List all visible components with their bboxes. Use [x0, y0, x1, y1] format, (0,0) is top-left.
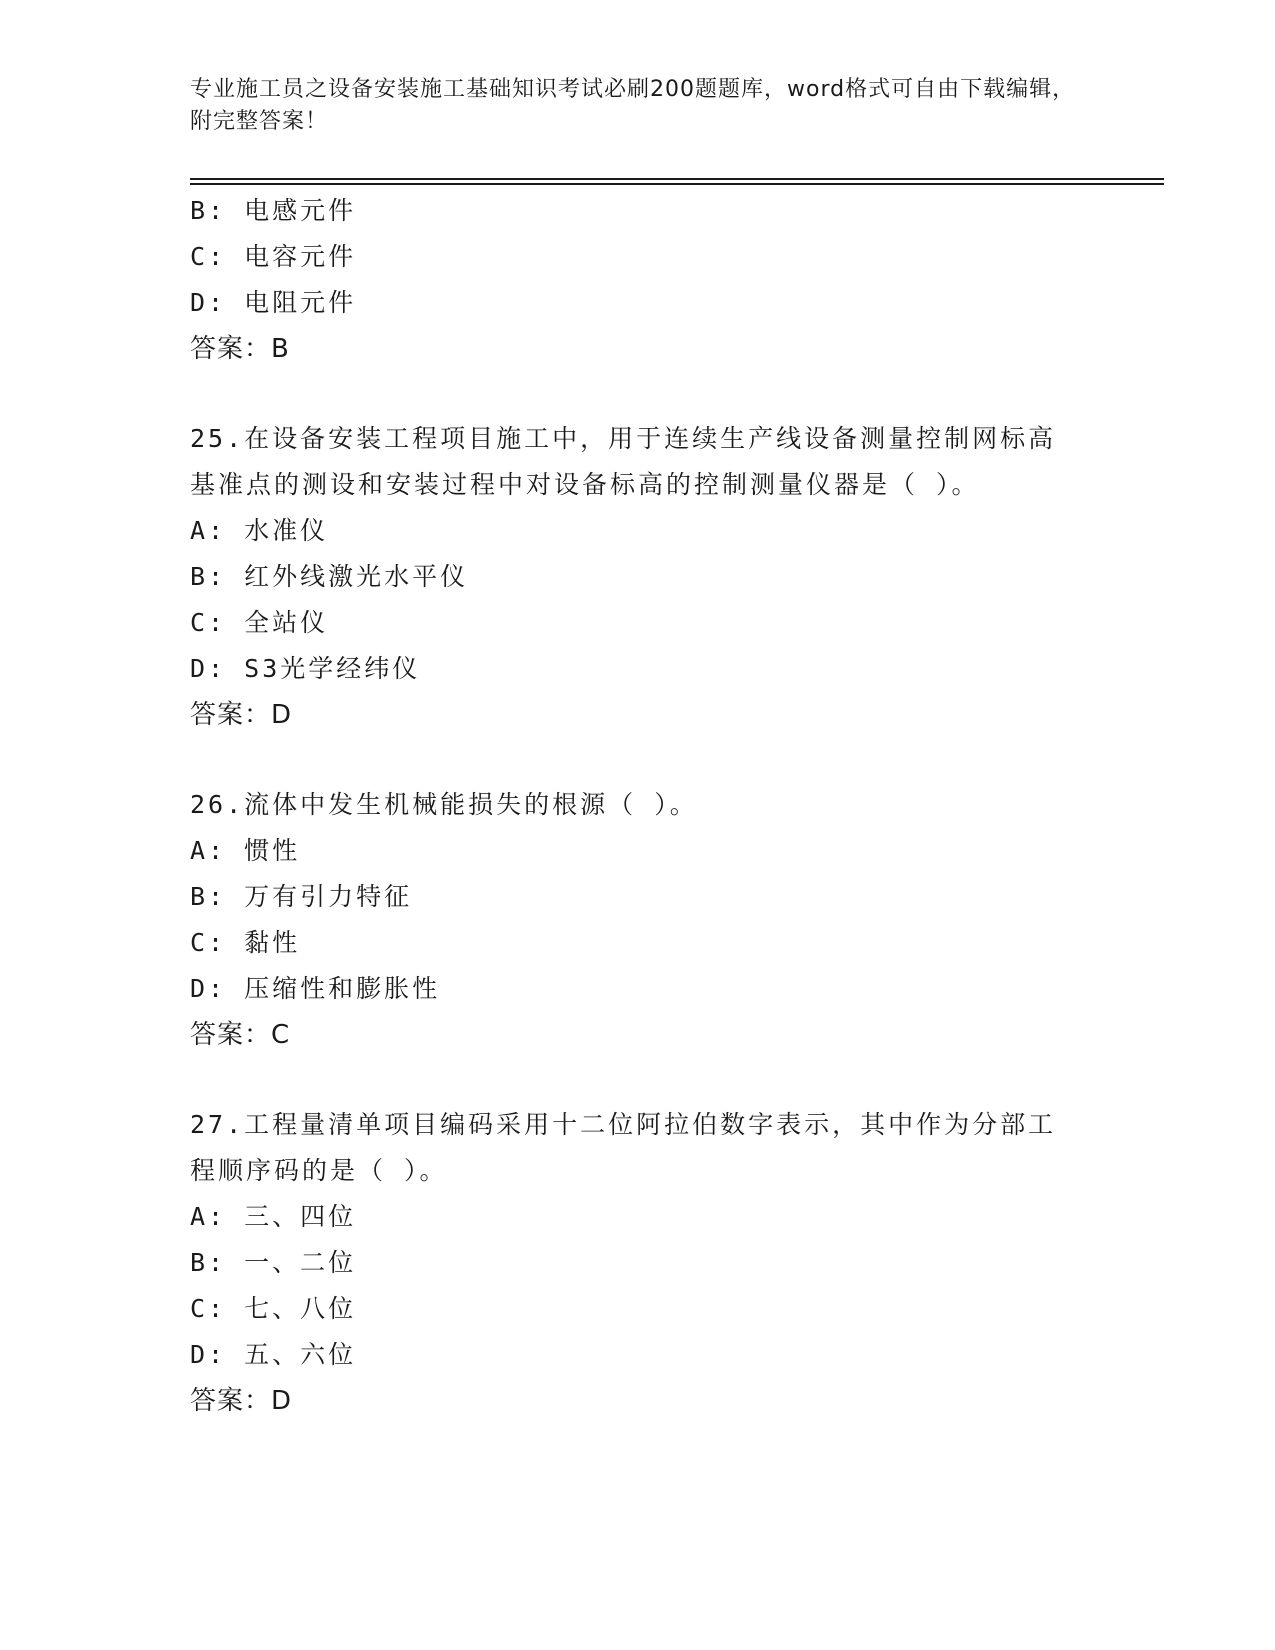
option-b: B: 红外线激光水平仪 — [190, 562, 469, 591]
answer: 答案：C — [190, 1020, 291, 1050]
option-a: A: 水准仪 — [190, 516, 329, 545]
document-title: 专业施工员之设备安装施工基础知识考试必刷200题题库，word格式可自由下载编辑，附完整答案！ — [190, 77, 1076, 134]
option-b: B: 电感元件 — [190, 196, 357, 225]
option-b: B: 一、二位 — [190, 1248, 357, 1277]
option-b: B: 万有引力特征 — [190, 882, 413, 911]
option-d: D: S3光学经纬仪 — [190, 654, 421, 683]
option-d: D: 五、六位 — [190, 1340, 357, 1369]
question-26 — [190, 782, 1150, 1058]
header-rule-top — [190, 178, 1164, 180]
option-c: C: 电容元件 — [190, 242, 357, 271]
spacer — [190, 738, 1150, 782]
question-stem-line-2: 基准点的测设和安装过程中对设备标高的控制测量仪器是（ ）。 — [190, 470, 980, 499]
answer: 答案：B — [190, 334, 290, 364]
question-25 — [190, 416, 1150, 738]
header-rule-bottom — [190, 183, 1164, 185]
option-c: C: 七、八位 — [190, 1294, 357, 1323]
question-stem-line-1: 26.流体中发生机械能损失的根源（ ）。 — [190, 790, 698, 819]
spacer — [190, 1058, 1150, 1102]
option-a: A: 惯性 — [190, 836, 301, 865]
question-stem-line-1: 27.工程量清单项目编码采用十二位阿拉伯数字表示，其中作为分部工 — [190, 1110, 1057, 1139]
question-list — [190, 188, 1150, 1424]
option-c: C: 黏性 — [190, 928, 301, 957]
spacer — [190, 372, 1150, 416]
option-d: D: 电阻元件 — [190, 288, 357, 317]
option-c: C: 全站仪 — [190, 608, 329, 637]
document-header — [190, 74, 1090, 138]
question-24-partial — [190, 188, 1150, 372]
answer: 答案：D — [190, 700, 293, 730]
question-stem-line-2: 程顺序码的是（ ）。 — [190, 1156, 448, 1185]
question-27 — [190, 1102, 1150, 1424]
option-a: A: 三、四位 — [190, 1202, 357, 1231]
answer: 答案：D — [190, 1386, 293, 1416]
question-stem-line-1: 25.在设备安装工程项目施工中，用于连续生产线设备测量控制网标高 — [190, 424, 1057, 453]
option-d: D: 压缩性和膨胀性 — [190, 974, 441, 1003]
